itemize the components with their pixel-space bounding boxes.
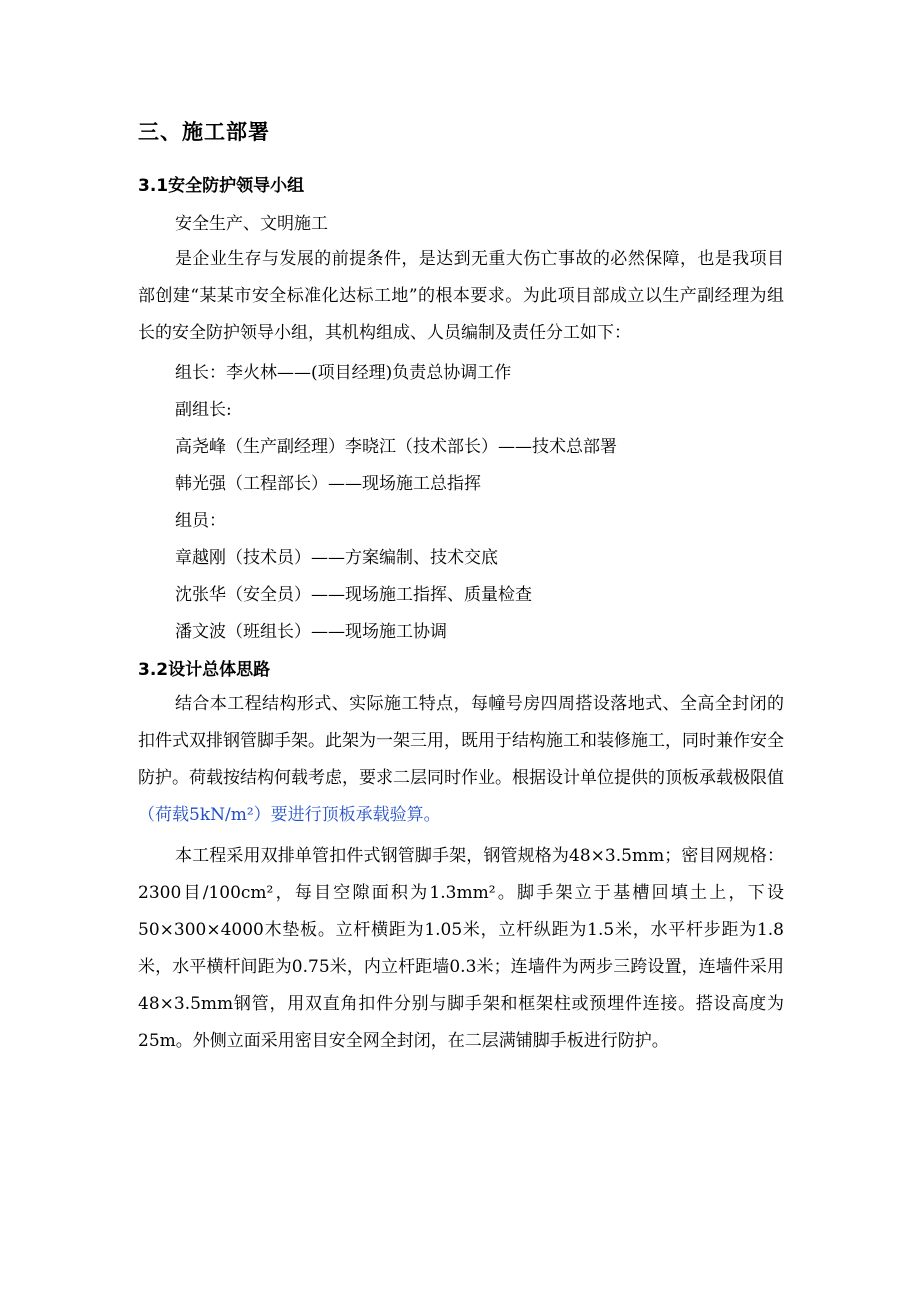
design-paragraph-2: 本工程采用双排单管扣件式钢管脚手架，钢管规格为48×3.5mm；密目网规格：2300目/100cm²，每目空隙面积为1.3mm²。脚手架立于基槽回填土上，下设50×300×4000木垫板。立杆横距为1.05米，立杆纵距为1.5米，水平杆步距为1.8米，水平横杆间距为0.75米，内立杆距墙0.3米；连墙件为两步三跨设置，连墙件采用48×3.5mm钢管，用双直角扣件分别与脚手架和框架柱或预埋件连接。搭设高度为25m。外侧立面采用密目安全网全封闭，在二层满铺脚手板进行防护。 <box>138 846 784 1051</box>
subsection-heading-3-1: 3.1安全防护领导小组 <box>138 176 305 196</box>
section-title: 三、施工部署 <box>138 120 270 144</box>
load-check-note: （荷载5kN/m²）要进行顶板承载验算。 <box>138 805 441 825</box>
member-line-member-3: 潘文波（班组长）——现场施工协调 <box>175 622 447 642</box>
member-line-deputy-label: 副组长: <box>175 400 232 420</box>
member-line-member-2: 沈张华（安全员）——现场施工指挥、质量检查 <box>175 585 532 605</box>
subsection-heading-3-2: 3.2设计总体思路 <box>138 660 271 680</box>
member-line-deputy-1: 高尧峰（生产副经理）李晓江（技术部长）——技术总部署 <box>175 437 617 457</box>
member-line-members-label: 组员： <box>175 511 226 531</box>
member-line-leader: 组长：李火林——(项目经理)负责总协调工作 <box>175 363 512 383</box>
design-paragraph-1-main: 结合本工程结构形式、实际施工特点，每幢号房四周搭设落地式、全高全封闭的扣件式双排钢管脚手架。此架为一架三用，既用于结构施工和装修施工，同时兼作安全防护。荷载按结构何载考虑，要求二层同时作业。根据设计单位提供的顶板承载极限值 <box>138 694 784 788</box>
member-line-deputy-2: 韩光强（工程部长）——现场施工总指挥 <box>175 474 481 494</box>
lead-line: 安全生产、文明施工 <box>175 214 328 234</box>
design-paragraph-1 <box>138 686 784 834</box>
member-line-member-1: 章越刚（技术员）——方案编制、技术交底 <box>175 548 498 568</box>
intro-paragraph: 是企业生存与发展的前提条件，是达到无重大伤亡事故的必然保障，也是我项目部创建“某某市安全标准化达标工地”的根本要求。为此项目部成立以生产副经理为组长的安全防护领导小组，其机构组成、人员编制及责任分工如下： <box>138 249 784 343</box>
